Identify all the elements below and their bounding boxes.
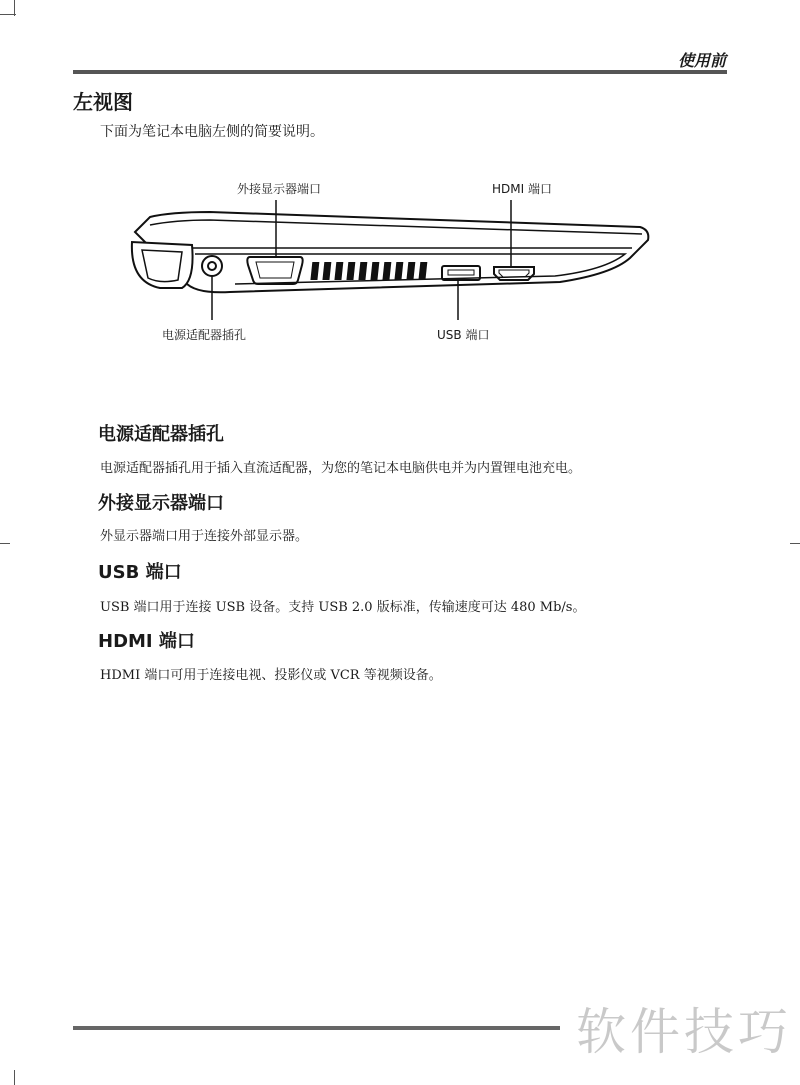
section-body-power: 电源适配器插孔用于插入直流适配器，为您的笔记本电脑供电并为内置锂电池充电。 (100, 461, 582, 476)
section-title-hdmi: HDMI 端口 (98, 631, 195, 652)
vent-slot (346, 262, 355, 280)
vent-slot (310, 262, 319, 280)
section-title-usb: USB 端口 (98, 562, 182, 583)
vent-slot (334, 262, 343, 280)
header-rule (73, 70, 727, 74)
header-section-title: 使用前 (677, 51, 726, 70)
callout-vga: 外接显示器端口 (237, 182, 322, 196)
callout-hdmi: HDMI 端口 (492, 182, 552, 196)
page-title: 左视图 (73, 90, 133, 114)
hdmi-port-inner (499, 270, 529, 277)
intro-text: 下面为笔记本电脑左侧的简要说明。 (100, 124, 324, 140)
crop-mark (0, 543, 10, 544)
vent-slot (382, 262, 391, 280)
crop-mark (14, 1070, 15, 1085)
laptop-lid-line (150, 220, 642, 234)
usb-port-tongue (448, 270, 474, 275)
dc-jack-pin (208, 262, 216, 270)
vent-slot (418, 262, 427, 280)
dc-jack (202, 256, 222, 276)
section-body-usb: USB 端口用于连接 USB 设备。支持 USB 2.0 版标准，传输速度可达 480 Mb/s。 (100, 600, 586, 615)
vga-port (247, 257, 302, 284)
callout-power: 电源适配器插孔 (162, 328, 247, 342)
vent-slot (322, 262, 331, 280)
crop-mark (790, 543, 800, 544)
vent-slot (370, 262, 379, 280)
crop-mark (0, 14, 16, 15)
vent-slot (406, 262, 415, 280)
laptop-left-side-diagram (0, 170, 800, 360)
footer-rule (73, 1026, 560, 1030)
section-title-power: 电源适配器插孔 (98, 424, 224, 445)
vga-port-inner (256, 262, 294, 278)
section-title-vga: 外接显示器端口 (98, 493, 224, 514)
vent-slots (310, 262, 427, 280)
vent-slot (394, 262, 403, 280)
callout-usb: USB 端口 (437, 328, 490, 342)
watermark-text: 软件技巧 (576, 1003, 792, 1061)
section-body-hdmi: HDMI 端口可用于连接电视、投影仪或 VCR 等视频设备。 (100, 668, 442, 683)
vent-slot (358, 262, 367, 280)
section-body-vga: 外显示器端口用于连接外部显示器。 (100, 529, 309, 544)
